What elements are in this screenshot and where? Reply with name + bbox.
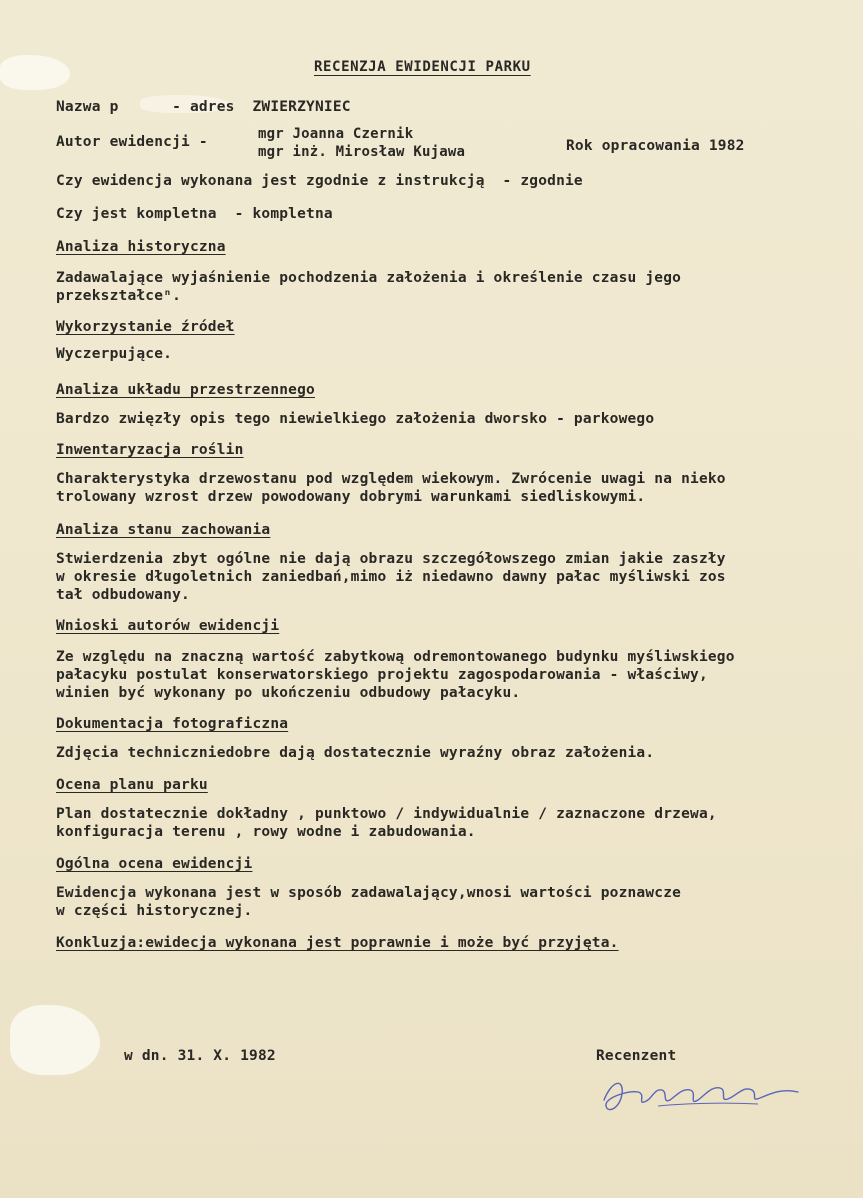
author-label: Autor ewidencji - (56, 134, 208, 150)
section-text: w okresie długoletnich zaniedbań,mimo iż niedawno dawny pałac myśliwski zos (56, 569, 726, 585)
paper-tear (10, 1005, 100, 1075)
section-text: Plan dostatecznie dokładny , punktowo / indywidualnie / zaznaczone drzewa, (56, 806, 717, 822)
section-heading: Inwentaryzacja roślin (56, 442, 244, 458)
section-text: Stwierdzenia zbyt ogólne nie dają obrazu szczegółowszego zmian jakie zaszły (56, 551, 726, 567)
section-text: konfiguracja terenu , rowy wodne i zabudowania. (56, 824, 476, 840)
section-heading: Analiza historyczna (56, 239, 226, 255)
section-text: Ze względu na znaczną wartość zabytkową odremontowanego budynku myśliwskiego (56, 649, 735, 665)
paper-tear (0, 55, 70, 90)
section-heading: Dokumentacja fotograficzna (56, 716, 289, 732)
section-text: Wyczerpujące. (56, 346, 173, 362)
section-text: Zadawalające wyjaśnienie pochodzenia założenia i określenie czasu jego (56, 270, 682, 286)
instruction-line: Czy ewidencja wykonana jest zgodnie z instrukcją - zgodnie (56, 173, 583, 189)
section-heading: Wnioski autorów ewidencji (56, 618, 280, 634)
section-text: tał odbudowany. (56, 587, 190, 603)
section-heading: Analiza stanu zachowania (56, 522, 271, 538)
reviewer-label: Recenzent (596, 1048, 677, 1064)
section-heading: Ocena planu parku (56, 777, 208, 793)
section-text: winien być wykonany po ukończeniu odbudowy pałacyku. (56, 685, 521, 701)
section-text: w części historycznej. (56, 903, 253, 919)
complete-line: Czy jest kompletna - kompletna (56, 206, 333, 222)
author-1: mgr Joanna Czernik (258, 126, 414, 142)
section-text: Zdjęcia techniczniedobre dają dostatecznie wyraźny obraz założenia. (56, 745, 655, 761)
conclusion-line: Konkluzja:ewidecja wykonana jest poprawnie i może być przyjęta. (56, 935, 619, 951)
section-text: przekształceⁿ. (56, 288, 182, 304)
section-heading: Analiza układu przestrzennego (56, 382, 315, 398)
reviewer-signature (598, 1070, 808, 1120)
section-text: Ewidencja wykonana jest w sposób zadawalający,wnosi wartości poznawcze (56, 885, 682, 901)
document-title: RECENZJA EWIDENCJI PARKU (314, 59, 531, 75)
section-text: trolowany wzrost drzew powodowany dobrymi warunkami siedliskowymi. (56, 489, 646, 505)
author-2: mgr inż. Mirosław Kujawa (258, 144, 466, 160)
section-text: Bardzo zwięzły opis tego niewielkiego założenia dworsko - parkowego (56, 411, 655, 427)
name-address-line: Nazwa p - adres ZWIERZYNIEC (56, 99, 351, 115)
section-text: pałacyku postulat konserwatorskiego projektu zagospodarowania - właściwy, (56, 667, 708, 683)
section-heading: Ogólna ocena ewidencji (56, 856, 253, 872)
date-line: w dn. 31. X. 1982 (124, 1048, 276, 1064)
section-heading: Wykorzystanie źródeł (56, 319, 235, 335)
year-line: Rok opracowania 1982 (566, 138, 745, 154)
section-text: Charakterystyka drzewostanu pod względem wiekowym. Zwrócenie uwagi na nieko (56, 471, 726, 487)
